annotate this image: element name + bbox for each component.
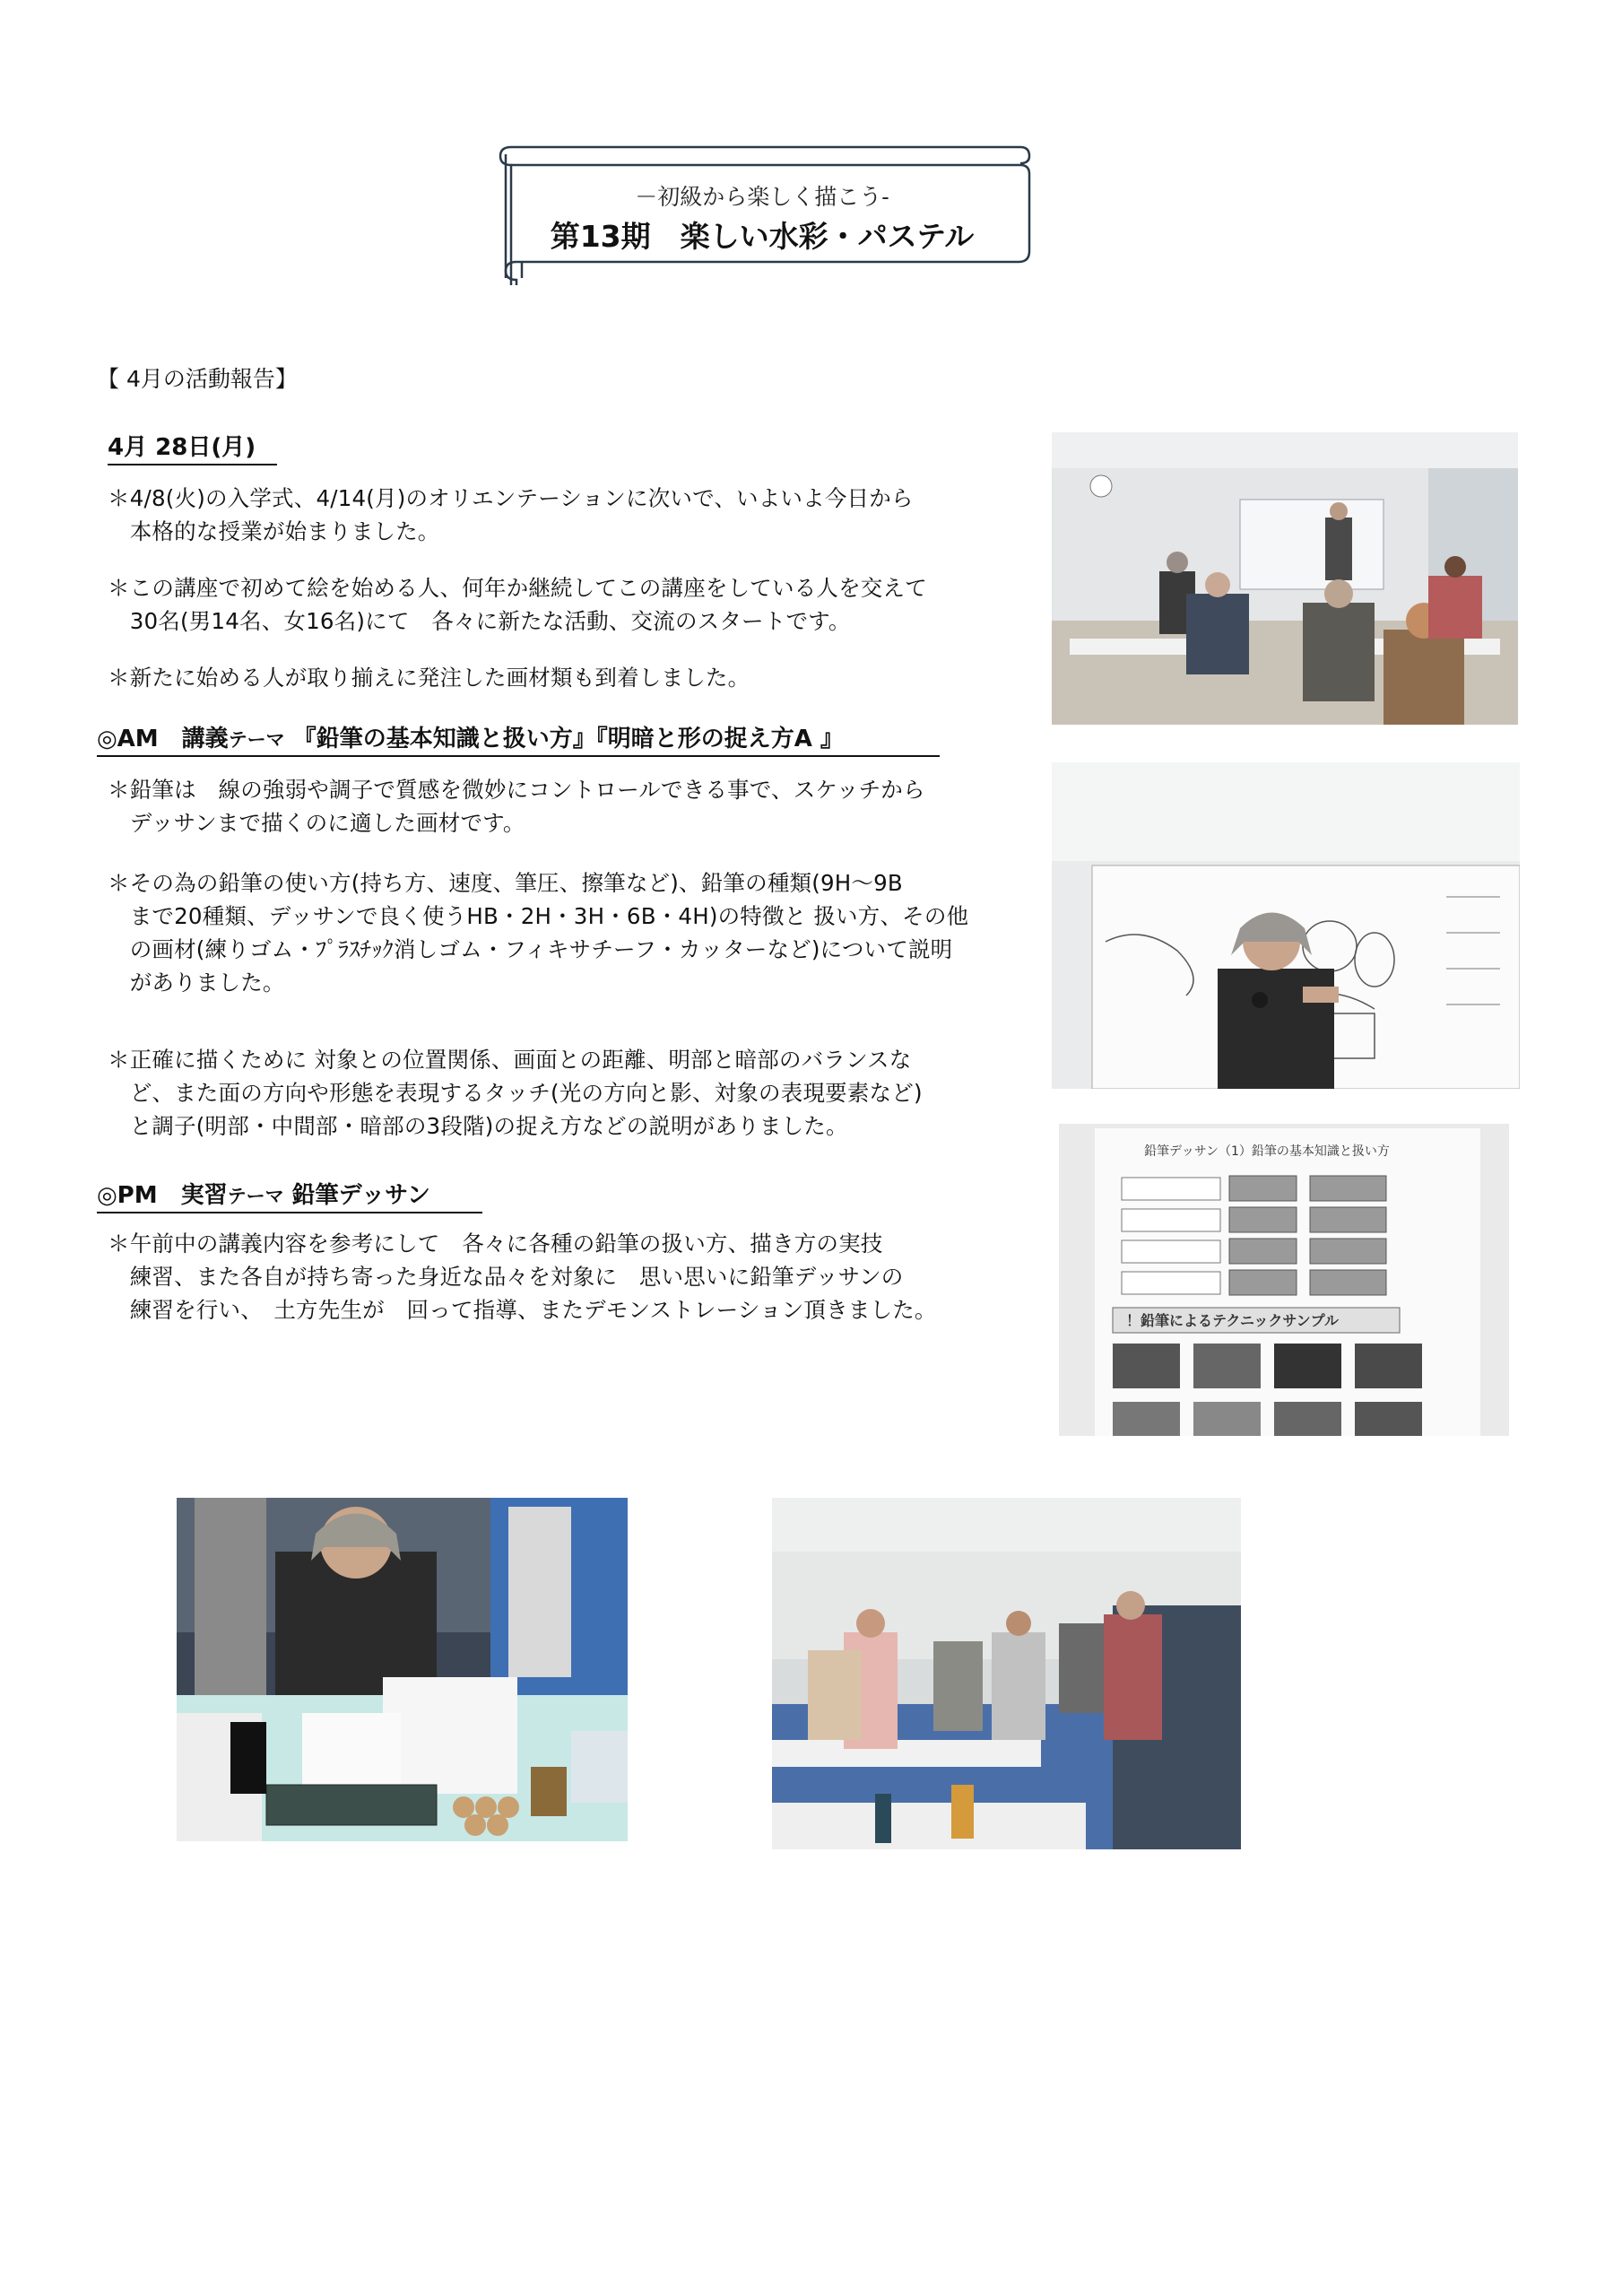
paragraph-pencil-intro: ＊鉛筆は 線の強弱や調子で質感を微妙にコントロールできる事で、スケッチから デッサンまで描くのに適した画材です。	[108, 777, 925, 836]
pm-thema-label: テーマ	[227, 1186, 284, 1207]
am-section-heading	[97, 720, 940, 757]
date-heading: 4月 28日(月)	[108, 429, 277, 465]
am-topic: 『鉛筆の基本知識と扱い方』『明暗と形の捉え方A 』	[284, 726, 844, 752]
paragraph-participants: ＊この講座で初めて絵を始める人、何年か継続してこの講座をしている人を交えて 30名(男14名、女16名)にて 各々に新たな活動、交流のスタートです。	[108, 575, 927, 634]
title-subtitle: －初級から楽しく描こう-	[635, 184, 889, 210]
paragraph-opening: ＊4/8(火)の入学式、4/14(月)のオリエンテーションに次いで、いよいよ今日から 本格的な授業が始まりました。	[108, 485, 914, 544]
handout-banner: ！鉛筆によるテクニックサンプル	[1126, 1312, 1339, 1329]
classroom-photo	[1052, 432, 1518, 725]
report-heading: 【 4月の活動報告】	[97, 366, 298, 392]
am-thema-label: テーマ	[228, 729, 285, 751]
practice-session-photo	[772, 1498, 1241, 1849]
pm-prefix: ◎PM 実習	[97, 1182, 228, 1209]
pm-topic: 鉛筆デッサン	[283, 1182, 430, 1209]
paragraph-drawing-accuracy: ＊正確に描くために 対象との位置関係、画面との距離、明部と暗部のバランスな ど、また面の方向や形態を表現するタッチ(光の方向と影、対象の表現要素など) と調子(明部・中間部・暗部の3段階)の捉え方などの説明がありました。	[108, 1047, 923, 1139]
page-title: 第13期 楽しい水彩・パステル	[550, 219, 975, 254]
handout-photo	[1059, 1124, 1509, 1436]
pm-section-heading	[97, 1177, 482, 1213]
paragraph-materials: ＊新たに始める人が取り揃えに発注した画材類も到着しました。	[108, 665, 750, 691]
paragraph-practice: ＊午前中の講義内容を参考にして 各々に各種の鉛筆の扱い方、描き方の実技 練習、また各自が持ち寄った身近な品々を対象に 思い思いに鉛筆デッサンの 練習を行い、 土方先生が 回って指導、またデモンストレーション頂きました。	[108, 1231, 937, 1323]
paragraph-pencil-usage: ＊その為の鉛筆の使い方(持ち方、速度、筆圧、擦筆など)、鉛筆の種類(9H～9B まで20種類、デッサンで良く使うHB・2H・3H・6B・4H)の特徴と 扱い方、その他 の画材(練りゴム・ﾌﾟﾗｽﾁｯｸ消しゴム・フィキサチーフ・カッターなど)について説明 がありました。	[108, 870, 969, 996]
demonstration-photo	[177, 1498, 628, 1841]
teacher-whiteboard-photo	[1052, 762, 1520, 1089]
am-prefix: ◎AM 講義	[97, 726, 229, 752]
handout-title: 鉛筆デッサン（1）鉛筆の基本知識と扱い方	[1144, 1144, 1390, 1159]
